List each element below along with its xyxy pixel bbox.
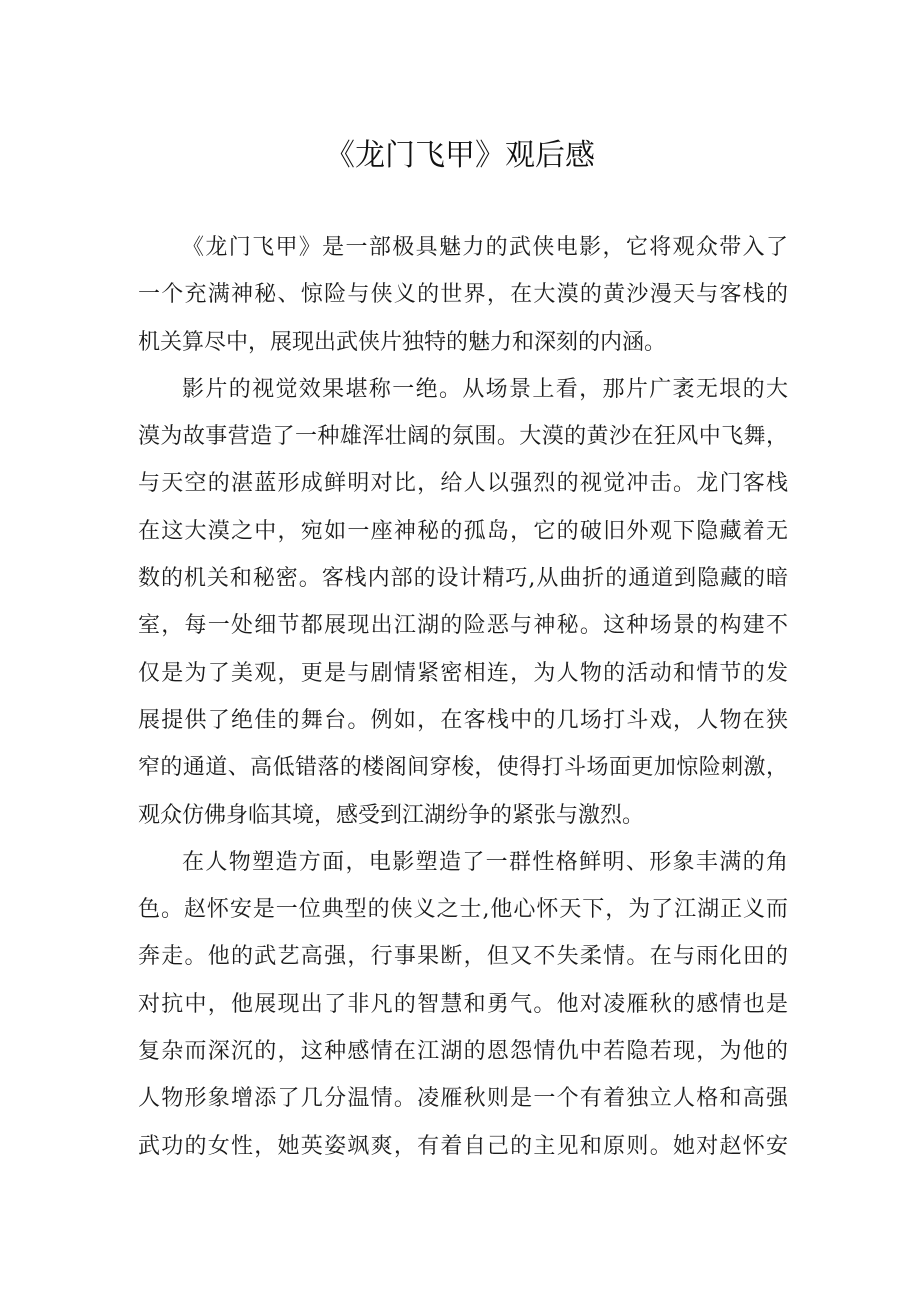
paragraph-2-line-1: 影片的视觉效果堪称一绝。从场景上看，那片广袤无垠的大 <box>182 376 788 402</box>
document-body <box>138 224 788 1170</box>
paragraph-2-line-7: 仅是为了美观，更是与剧情紧密相连，为人物的活动和情节的发 <box>138 660 788 686</box>
paragraph-3-line-6: 人物形象增添了几分温情。凌雁秋则是一个有着独立人格和高强 <box>138 1086 788 1112</box>
paragraph-3-line-4: 对抗中，他展现出了非凡的智慧和勇气。他对凌雁秋的感情也是 <box>138 991 788 1017</box>
document-title: 《龙门飞甲》观后感 <box>325 138 595 173</box>
paragraph-2-line-10: 观众仿佛身临其境，感受到江湖纷争的紧张与激烈。 <box>138 802 645 828</box>
paragraph-2-line-2: 漠为故事营造了一种雄浑壮阔的氛围。大漠的黄沙在狂风中飞舞， <box>138 424 788 450</box>
paragraph-3-line-1: 在人物塑造方面，电影塑造了一群性格鲜明、形象丰满的角 <box>182 849 788 875</box>
paragraph-3-line-2: 色。赵怀安是一位典型的侠义之士,他心怀天下，为了江湖正义而 <box>138 897 788 923</box>
paragraph-2-line-3: 与天空的湛蓝形成鲜明对比，给人以强烈的视觉冲击。龙门客栈 <box>138 471 788 497</box>
paragraph-2-line-9: 窄的通道、高低错落的楼阁间穿梭，使得打斗场面更加惊险刺激， <box>138 755 788 781</box>
paragraph-3-line-3: 奔走。他的武艺高强，行事果断，但又不失柔情。在与雨化田的 <box>138 944 788 970</box>
paragraph-1-line-2: 一个充满神秘、惊险与侠义的世界，在大漠的黄沙漫天与客栈的 <box>138 282 788 308</box>
paragraph-3-line-5: 复杂而深沉的，这种感情在江湖的恩怨情仇中若隐若现，为他的 <box>138 1039 788 1065</box>
paragraph-1-line-3: 机关算尽中，展现出武侠片独特的魅力和深刻的内涵。 <box>138 329 667 355</box>
paragraph-1-line-1: 《龙门飞甲》是一部极具魅力的武侠电影，它将观众带入了 <box>182 235 788 260</box>
paragraph-2-line-8: 展提供了绝佳的舞台。例如，在客栈中的几场打斗戏，人物在狭 <box>138 707 788 733</box>
paragraph-3-line-7: 武功的女性，她英姿飒爽，有着自己的主见和原则。她对赵怀安 <box>138 1133 788 1159</box>
paragraph-2-line-6: 室，每一处细节都展现出江湖的险恶与神秘。这种场景的构建不 <box>138 613 788 639</box>
paragraph-2-line-5: 数的机关和秘密。客栈内部的设计精巧,从曲折的通道到隐藏的暗 <box>138 566 788 592</box>
paragraph-2-line-4: 在这大漠之中，宛如一座神秘的孤岛，它的破旧外观下隐藏着无 <box>138 518 788 544</box>
